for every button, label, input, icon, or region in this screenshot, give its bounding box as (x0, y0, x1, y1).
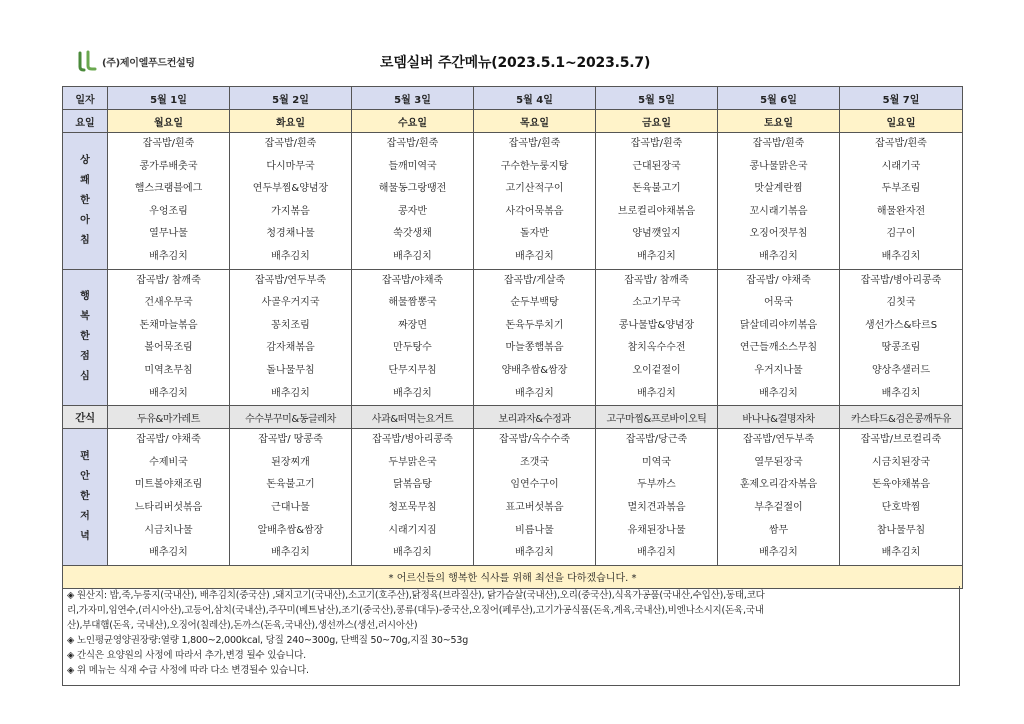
menu-item: 돌나물무침 (266, 364, 315, 376)
menu-item: 김칫국 (886, 297, 916, 309)
company-logo-icon (76, 50, 98, 72)
date-cell: 5월 1일 (108, 87, 230, 110)
menu-item: 잡곡밥/옥수수죽 (499, 434, 570, 446)
menu-item: 생선가스&타르S (864, 319, 938, 331)
menu-item: 두부까스 (637, 479, 676, 491)
lunch-day-cell (108, 269, 230, 406)
menu-item: 고기산적구이 (505, 183, 564, 195)
menu-item: 감자채볶음 (266, 342, 315, 354)
menu-item: 맛살계란찜 (754, 183, 803, 195)
dinner-day-cell (108, 429, 230, 566)
menu-item: 잡곡밥/ 땅콩죽 (258, 434, 323, 446)
breakfast-day-cell (718, 133, 840, 270)
lunch-label: 행 복 한 점 심 (63, 269, 108, 406)
lunch-day-cell (840, 269, 963, 406)
menu-item: 잡곡밥/병아리콩죽 (860, 274, 942, 286)
menu-item: 쌈무 (768, 524, 789, 536)
menu-item: 김구이 (886, 228, 916, 240)
menu-item: 배추김치 (881, 250, 921, 262)
menu-item: 배추김치 (881, 547, 921, 559)
breakfast-day-cell (474, 133, 596, 270)
dinner-day-cell (596, 429, 718, 566)
menu-item: 배추김치 (515, 387, 554, 399)
menu-item: 참치옥수수전 (627, 342, 686, 354)
menu-item: 돈육불고기 (632, 183, 681, 195)
company-name: (주)제이엘푸드컨설팅 (102, 57, 195, 69)
menu-item: 오이겉절이 (632, 364, 681, 376)
footer-line: ◈ 노인평균영양권장량:열량 1,800~2,000kcal, 당질 240~300g, 단백질 50~70g,지질 30~53g (67, 635, 469, 646)
menu-item: 가지볶음 (271, 205, 310, 217)
dinner-row (63, 429, 963, 566)
date-cell: 5월 7일 (840, 87, 963, 110)
menu-item: 해물동그랑땡전 (378, 183, 447, 195)
menu-item: 배추김치 (393, 547, 432, 559)
menu-item: 배추김치 (149, 547, 188, 559)
menu-item: 마늘쫑햄볶음 (505, 342, 564, 354)
menu-item: 연근들깨소스무침 (739, 342, 818, 354)
page-title: 로뎀실버 주간메뉴(2023.5.1~2023.5.7) (380, 55, 651, 71)
menu-item: 표고버섯볶음 (505, 501, 564, 513)
dinner-day-cell (474, 429, 596, 566)
menu-item: 땅콩조림 (881, 342, 921, 354)
menu-item: 느타리버섯볶음 (134, 501, 203, 513)
date-cell: 5월 6일 (718, 87, 840, 110)
menu-item: 단호박찜 (881, 501, 921, 513)
menu-item: 배추김치 (393, 250, 432, 262)
company-logo (76, 50, 195, 72)
menu-item: 배추김치 (149, 387, 188, 399)
menu-item: 열무나물 (149, 228, 188, 240)
weekday-cell: 토요일 (718, 110, 840, 133)
menu-item: 콩자반 (398, 205, 427, 217)
lunch-day-cell (596, 269, 718, 406)
menu-item: 배추김치 (271, 387, 310, 399)
snack-cell: 보리과자&수정과 (474, 406, 596, 429)
menu-item: 돈육야채볶음 (872, 479, 930, 491)
menu-item: 조갯국 (520, 456, 549, 468)
menu-item: 배추김치 (515, 547, 554, 559)
breakfast-day-cell (596, 133, 718, 270)
lunch-day-cell (474, 269, 596, 406)
lunch-day-cell (352, 269, 474, 406)
menu-item: 배추김치 (149, 250, 188, 262)
menu-item: 잡곡밥/흰죽 (386, 138, 439, 149)
footer-line: ◈ 위 메뉴는 식재 수급 사정에 따라 다소 변경될수 있습니다. (67, 665, 309, 676)
menu-item: 꽁치조림 (271, 319, 310, 331)
menu-item: 미역국 (642, 456, 671, 468)
weekday-cell: 목요일 (474, 110, 596, 133)
breakfast-day-cell (840, 133, 963, 270)
note-row (63, 565, 963, 588)
snack-label: 간식 (63, 406, 108, 429)
menu-item: 돈채마늘볶음 (139, 319, 198, 331)
menu-item: 시래기지짐 (388, 524, 437, 536)
date-cell: 5월 5일 (596, 87, 718, 110)
menu-item: 다시마무국 (266, 160, 315, 172)
breakfast-day-cell (108, 133, 230, 270)
date-cell: 5월 4일 (474, 87, 596, 110)
weekday-cell: 월요일 (108, 110, 230, 133)
snack-row (63, 406, 963, 429)
dinner-label: 편 안 한 저 녁 (63, 429, 108, 566)
menu-item: 유채된장나물 (627, 524, 686, 536)
dinner-day-cell (718, 429, 840, 566)
dinner-day-cell (352, 429, 474, 566)
menu-item: 단무지무침 (388, 364, 437, 376)
menu-item: 잡곡밥/ 야채죽 (136, 434, 201, 446)
menu-item: 사각어묵볶음 (505, 205, 564, 217)
breakfast-row (63, 133, 963, 270)
menu-item: 양배추쌈&쌈장 (501, 364, 568, 376)
lunch-section (63, 269, 963, 406)
menu-item: 배추김치 (881, 387, 921, 399)
menu-item: 만두탕수 (393, 342, 432, 354)
breakfast-section (63, 133, 963, 270)
menu-item: 잡곡밥/연두부죽 (255, 274, 326, 286)
menu-item: 잡곡밥/흰죽 (508, 138, 561, 149)
menu-item: 짜장면 (398, 319, 427, 331)
menu-item: 콩가루배춧국 (139, 160, 198, 172)
footer-line: ◈ 원산지: 밥,죽,누룽지(국내산), 배추김치(중국산) ,돼지고기(국내산),소고기(호주산),닭정육(브라질산), 닭가슴살(국내산),오리(중국산),식육가공품(국내산,수입산),동태,코다 (67, 590, 765, 601)
menu-item: 잡곡밥/ 참깨죽 (624, 274, 689, 286)
date-label: 일자 (63, 87, 108, 110)
snack-cell: 카스타드&검은콩깨두유 (840, 406, 963, 429)
menu-item: 우거지나물 (754, 364, 803, 376)
snack-cell: 사과&떠먹는요거트 (352, 406, 474, 429)
menu-item: 쑥갓생채 (393, 228, 432, 240)
menu-item: 꼬시래기볶음 (749, 205, 808, 217)
dinner-section (63, 429, 963, 566)
menu-item: 근대나물 (271, 501, 310, 513)
menu-item: 배추김치 (637, 547, 676, 559)
snack-cell: 바나나&결명자차 (718, 406, 840, 429)
dinner-day-cell (840, 429, 963, 566)
lunch-row (63, 269, 963, 406)
menu-item: 근대된장국 (632, 160, 681, 172)
menu-item: 훈제오리감자볶음 (739, 479, 818, 491)
menu-item: 오징어젓무침 (749, 228, 808, 240)
snack-cell: 수수부꾸미&동글레차 (230, 406, 352, 429)
note-text: * 어르신들의 행복한 식사를 위해 최선을 다하겠습니다. * (63, 565, 963, 588)
menu-item: 수제비국 (149, 456, 188, 468)
menu-item: 두부조림 (881, 183, 921, 195)
menu-item: 참나물무침 (876, 524, 926, 536)
menu-item: 배추김치 (271, 250, 310, 262)
menu-item: 시금치된장국 (872, 456, 930, 468)
menu-item: 부추겉절이 (754, 501, 803, 513)
menu-item: 건새우무국 (144, 297, 193, 309)
menu-item: 잡곡밥/게살죽 (503, 274, 566, 286)
weekday-cell: 금요일 (596, 110, 718, 133)
snack-cell: 고구마찜&프로바이오틱 (596, 406, 718, 429)
menu-item: 잡곡밥/ 야채죽 (746, 274, 811, 286)
menu-item: 브로컬리야채볶음 (617, 205, 696, 217)
menu-item: 미역초무침 (144, 364, 193, 376)
weekday-cell: 일요일 (840, 110, 963, 133)
menu-item: 어묵국 (764, 297, 793, 309)
menu-item: 해물짬뽕국 (388, 297, 437, 309)
menu-item: 배추김치 (637, 387, 676, 399)
menu-item: 소고기무국 (632, 297, 681, 309)
breakfast-day-cell (352, 133, 474, 270)
footer-notes (62, 586, 960, 686)
weekday-row (63, 110, 963, 133)
menu-item: 연두부찜&양념장 (252, 183, 329, 195)
footer-line: 리,가자미,임연수,(러시아산),고등어,삼치(국내산),주꾸미(베트남산),조기(중국산),콩류(대두)-중국산,오징어(페루산),고기가공식품(돈육,계육,국내산),비엔나소시지(돈육,국내 (67, 605, 764, 616)
date-cell: 5월 2일 (230, 87, 352, 110)
weekday-label: 요일 (63, 110, 108, 133)
menu-item: 청경채나물 (266, 228, 315, 240)
menu-item: 우엉조림 (149, 205, 188, 217)
menu-item: 양념깻잎지 (632, 228, 681, 240)
menu-item: 임연수구이 (510, 479, 559, 491)
menu-item: 배추김치 (637, 250, 676, 262)
menu-item: 닭볶음탕 (393, 479, 432, 491)
menu-item: 미트볼야채조림 (134, 479, 203, 491)
menu-item: 배추김치 (393, 387, 432, 399)
menu-item: 시래기국 (881, 160, 921, 172)
menu-item: 햄스크램블에그 (134, 183, 203, 195)
menu-item: 열무된장국 (754, 456, 803, 468)
menu-item: 돈육두루치기 (505, 319, 564, 331)
menu-item: 돈육불고기 (266, 479, 315, 491)
menu-item: 잡곡밥/야채죽 (381, 274, 444, 286)
date-row (63, 87, 963, 110)
lunch-day-cell (718, 269, 840, 406)
menu-item: 닭살데리야끼볶음 (739, 319, 818, 331)
footer-line: ◈ 간식은 요양원의 사정에 따라서 추가,변경 될수 있습니다. (67, 650, 306, 661)
weekly-menu-table (62, 86, 963, 589)
menu-item: 알배추쌈&쌈장 (257, 524, 324, 536)
menu-item: 잡곡밥/흰죽 (630, 138, 683, 149)
weekday-cell: 화요일 (230, 110, 352, 133)
menu-item: 볼어묵조림 (144, 342, 193, 354)
menu-item: 해물완자전 (876, 205, 926, 217)
menu-item: 배추김치 (759, 547, 798, 559)
menu-item: 잡곡밥/흰죽 (142, 138, 195, 149)
menu-item: 배추김치 (759, 387, 798, 399)
breakfast-label: 상 쾌 한 아 침 (63, 133, 108, 270)
menu-item: 잡곡밥/ 참깨죽 (136, 274, 201, 286)
menu-item: 잡곡밥/흰죽 (752, 138, 805, 149)
menu-item: 들깨미역국 (388, 160, 437, 172)
weekday-cell: 수요일 (352, 110, 474, 133)
lunch-day-cell (230, 269, 352, 406)
menu-item: 배추김치 (759, 250, 798, 262)
menu-item: 시금치나물 (144, 524, 193, 536)
footer-line: 산),부대햄(돈육, 국내산),오징어(칠레산),돈까스(돈육,국내산),생선까스(생선,러시아산) (67, 620, 418, 631)
menu-item: 잡곡밥/브로컬리죽 (860, 434, 942, 446)
menu-item: 양상추샐러드 (872, 364, 930, 376)
menu-item: 된장찌개 (271, 456, 310, 468)
menu-item: 콩나물밥&양념장 (618, 319, 695, 331)
menu-item: 배추김치 (515, 250, 554, 262)
menu-item: 잡곡밥/병아리콩죽 (372, 434, 453, 446)
date-cell: 5월 3일 (352, 87, 474, 110)
menu-item: 구수한누룽지탕 (500, 160, 569, 172)
dinner-day-cell (230, 429, 352, 566)
menu-item: 사골우거지국 (261, 297, 320, 309)
menu-item: 잡곡밥/연두부죽 (743, 434, 814, 446)
menu-item: 잡곡밥/흰죽 (264, 138, 317, 149)
menu-item: 비름나물 (515, 524, 554, 536)
breakfast-day-cell (230, 133, 352, 270)
menu-item: 멸치견과볶음 (627, 501, 686, 513)
menu-item: 배추김치 (271, 547, 310, 559)
menu-item: 잡곡밥/당근죽 (625, 434, 688, 446)
menu-item: 돌자반 (520, 228, 549, 240)
menu-item: 순두부백탕 (510, 297, 559, 309)
menu-item: 잡곡밥/흰죽 (875, 138, 927, 149)
menu-item: 청포묵무침 (388, 501, 437, 513)
snack-cell: 두유&마가레트 (108, 406, 230, 429)
menu-item: 두부맑은국 (388, 456, 437, 468)
menu-item: 콩나물맑은국 (749, 160, 808, 172)
